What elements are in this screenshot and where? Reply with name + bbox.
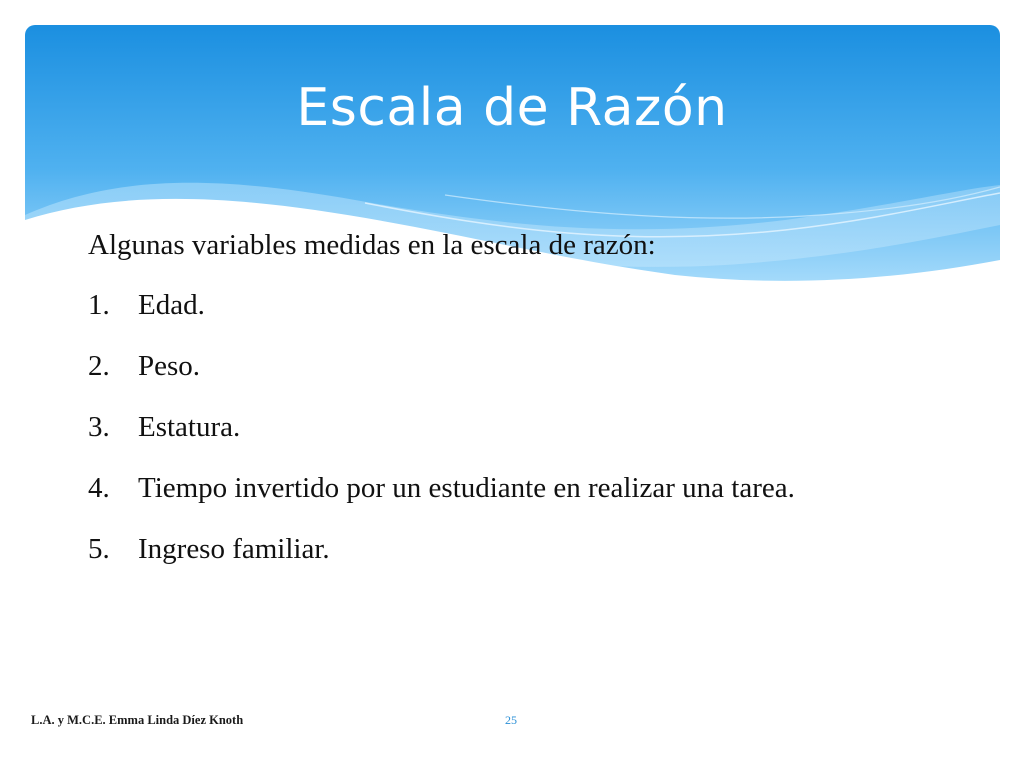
list-item-number: 1. [88, 289, 110, 321]
slide-content [88, 222, 988, 587]
list-item-number: 4. [88, 472, 110, 504]
slide-title: Escala de Razón [296, 78, 728, 138]
variables-list [88, 282, 988, 587]
list-item [88, 343, 988, 404]
list-item-text: Edad. [138, 289, 205, 321]
list-item-text: Ingreso familiar. [138, 533, 330, 565]
intro-text: Algunas variables medidas en la escala de razón: [88, 229, 656, 261]
list-item-number: 5. [88, 533, 110, 565]
list-item [88, 282, 988, 343]
list-item-number: 2. [88, 350, 110, 382]
footer-author: L.A. y M.C.E. Emma Linda Díez Knoth [31, 713, 244, 727]
list-item [88, 404, 988, 465]
list-item [88, 465, 988, 526]
list-item-text: Peso. [138, 350, 201, 382]
list-item-text: Tiempo invertido por un estudiante en realizar una tarea. [138, 472, 795, 504]
list-item [88, 526, 988, 587]
page-number: 25 [505, 713, 517, 727]
list-item-number: 3. [88, 411, 110, 443]
list-item-text: Estatura. [138, 411, 241, 443]
